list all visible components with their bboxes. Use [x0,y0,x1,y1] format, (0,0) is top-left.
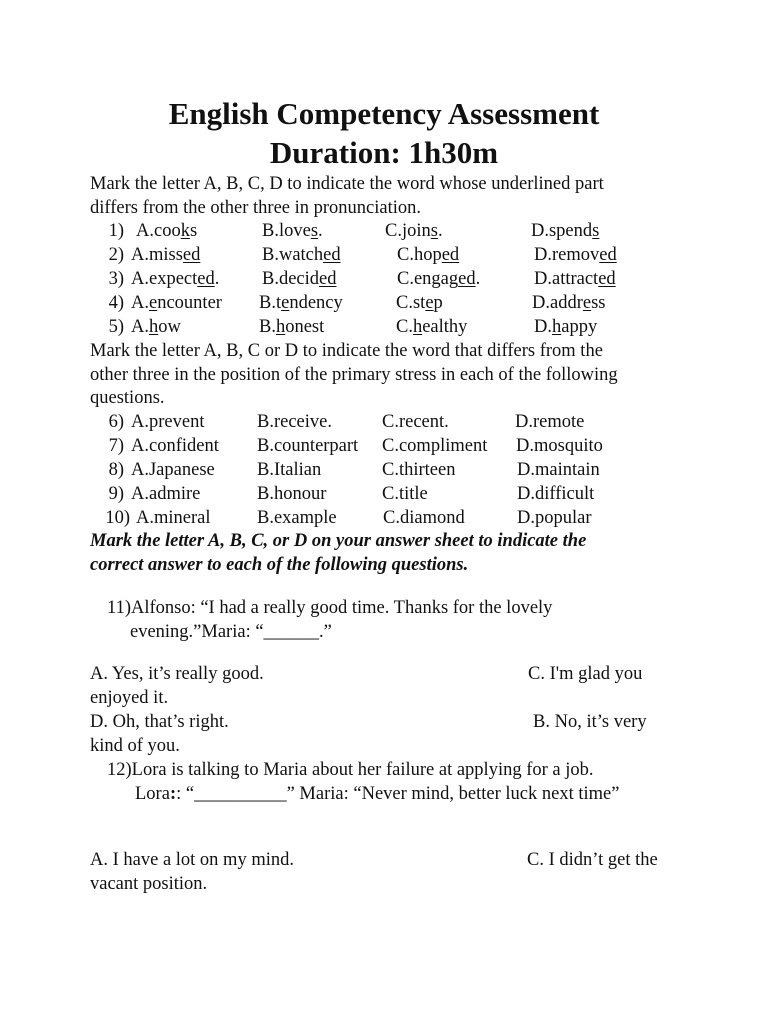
option-d: D.popular [517,508,592,528]
option-a [131,315,181,339]
option-text-end: . [437,221,443,241]
option-text: D.attract [534,269,599,289]
option-a [131,291,222,315]
option-text: C.engag [397,269,459,289]
option-text: D.addr [532,293,583,313]
section1-instruction-line2: differs from the other three in pronunciation. [90,198,422,218]
option-a: A.prevent [131,412,205,432]
underlined-part: ed [182,245,201,265]
option-text-end: ealthy [422,317,468,337]
underlined-part: h [275,317,286,337]
option-c: C.diamond [383,508,465,528]
q11-option-d: D. Oh, that’s right. [90,712,229,732]
option-c [397,267,480,291]
underlined-part: ed [319,269,337,289]
option-text-end: onest [285,317,325,337]
option-text: D. [534,317,552,337]
option-c: C.recent. [382,412,449,432]
underlined-part: ed [458,269,476,289]
question-number: 9) [108,484,124,504]
duration-title: Duration: 1h30m [269,135,499,170]
section3-instruction-line2: correct answer to each of the following questions. [90,555,469,575]
option-c [397,243,459,267]
option-c [396,315,467,339]
option-text: D.remov [534,245,600,265]
option-text-end: ncounter [157,293,222,313]
question-number: 3) [108,269,124,289]
option-b: B.example [257,508,337,528]
option-a [131,267,219,291]
option-text-end: ss [591,293,606,313]
underlined-part: ed [197,269,215,289]
option-text-end: ndency [289,293,343,313]
q11-line1: 11)Alfonso: “I had a really good time. Thanks for the lovely [107,598,553,618]
q12-line1: 12)Lora is talking to Maria about her failure at applying for a job. [107,760,594,780]
question-number: 1) [108,221,124,241]
page-title: English Competency Assessment [168,96,600,131]
option-d [534,267,616,291]
option-d: D.difficult [517,484,595,504]
question-number: 8) [108,460,124,480]
underlined-part: ed [598,269,616,289]
option-text-end: . [318,221,323,241]
q12-lora-text: : “__________” [176,784,300,804]
question-number: 10) [105,508,130,528]
underlined-part: s [310,221,319,241]
option-text: C. [396,317,413,337]
option-c [396,291,443,315]
option-d [531,219,599,243]
q11-option-c-cont: enjoyed it. [90,688,169,708]
option-text: D.spend [531,221,593,241]
option-text: A.miss [131,245,183,265]
section3-instruction-line1: Mark the letter A, B, C, or D on your answer sheet to indicate the [90,531,587,551]
underlined-part: e [281,293,290,313]
underlined-part: ed [599,245,617,265]
option-text: B.watch [262,245,324,265]
q11-option-b: B. No, it’s very [533,712,647,732]
option-d [532,291,605,315]
option-text-end: ow [158,317,181,337]
underlined-part: e [149,293,158,313]
option-b: B.receive. [257,412,332,432]
underlined-part: ed [323,245,341,265]
option-b: B.counterpart [257,436,359,456]
option-a: A.confident [131,436,219,456]
option-text-end: . [214,269,220,289]
option-text: C.hop [397,245,442,265]
q12-maria-label: Maria [299,784,344,804]
q12-maria-text: : “Never mind, better luck next time” [343,784,620,804]
option-b: B.Italian [257,460,322,480]
option-d: D.mosquito [516,436,603,456]
option-text-end: p [433,293,443,313]
option-text: C.st [396,293,426,313]
option-b [259,315,324,339]
option-b [262,267,337,291]
underlined-part: h [412,317,423,337]
question-number: 7) [108,436,124,456]
option-c: C.thirteen [382,460,456,480]
q11-line2: evening.”Maria: “______.” [130,622,332,642]
underlined-part: ed [441,245,460,265]
option-text-end: appy [561,317,598,337]
option-text: B. [259,317,276,337]
option-b: B.honour [257,484,327,504]
option-text-end: s [189,221,198,241]
option-a: A.admire [131,484,201,504]
option-b [262,219,323,243]
question-number: 5) [108,317,124,337]
q12-option-c-cont: vacant position. [90,874,208,894]
underlined-part: k [180,221,190,241]
q12-option-a: A. I have a lot on my mind. [90,850,294,870]
underlined-part: h [552,317,562,337]
option-text: A. [131,293,149,313]
q12-lora-colon: : [169,784,177,804]
q11-option-c: C. I'm glad you [528,664,643,684]
option-d: D.maintain [517,460,600,480]
q11-option-b-cont: kind of you. [90,736,180,756]
q12-option-c: C. I didn’t get the [527,850,658,870]
option-c: C.title [382,484,428,504]
option-d [534,315,597,339]
section2-instruction-line1: Mark the letter A, B, C or D to indicate the word that differs from the [90,341,603,361]
option-text: B.t [259,293,282,313]
section1-instruction-line1: Mark the letter A, B, C, D to indicate the word whose underlined part [90,174,604,194]
underlined-part: s [430,221,438,241]
q12-dialogue [135,782,619,806]
section2-instruction-line2: other three in the position of the primary stress in each of the following [90,365,618,385]
option-d: D.remote [515,412,585,432]
option-a [131,243,200,267]
option-c: C.compliment [382,436,488,456]
underlined-part: e [425,293,434,313]
q11-option-a: A. Yes, it’s really good. [90,664,264,684]
q12-lora-label: Lora [135,784,170,804]
option-text: B.decid [262,269,320,289]
question-number: 4) [108,293,124,313]
question-number: 6) [108,412,124,432]
option-text: B.love [262,221,311,241]
option-b [262,243,341,267]
underlined-part: e [582,293,592,313]
option-a: A.Japanese [131,460,215,480]
option-text-end: . [475,269,481,289]
option-text: C.join [385,221,431,241]
option-a [136,219,197,243]
option-text: A.coo [136,221,181,241]
section2-instruction-line3: questions. [90,388,165,408]
option-text: A. [131,317,149,337]
underlined-part: s [592,221,600,241]
option-d [534,243,617,267]
question-number: 2) [108,245,124,265]
underlined-part: h [149,317,159,337]
option-c [385,219,443,243]
option-text: A.expect [131,269,198,289]
option-a: A.mineral [136,508,211,528]
option-b [259,291,343,315]
